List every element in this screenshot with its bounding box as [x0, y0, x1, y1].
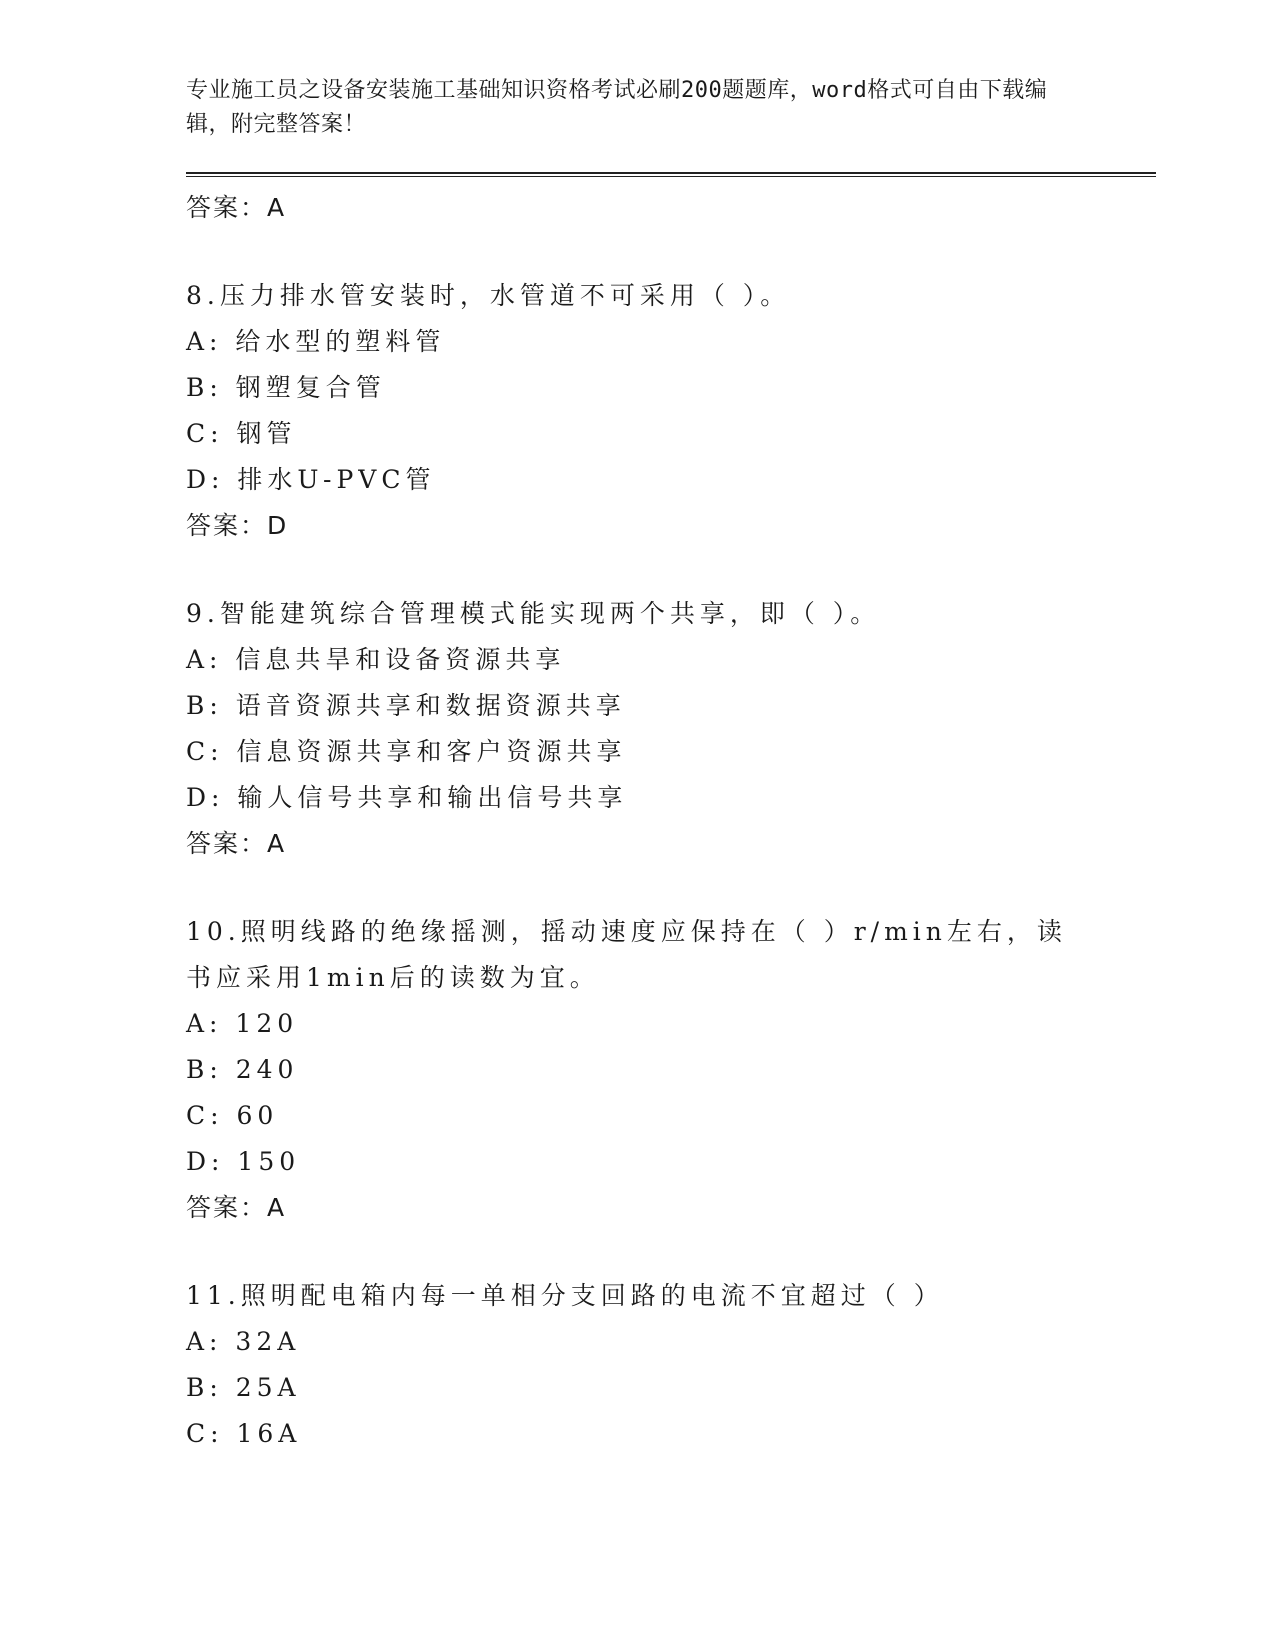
option-a: A: 120	[186, 1009, 299, 1038]
option-b: B: 语音资源共享和数据资源共享	[186, 691, 626, 720]
option-b: B: 25A	[186, 1373, 301, 1402]
option-d: D: 150	[186, 1147, 301, 1176]
answer-label: 答案：A	[186, 193, 287, 222]
option-c: C: 16A	[186, 1419, 302, 1448]
question-block	[186, 273, 1156, 549]
question-stem: 8.压力排水管安装时，水管道不可采用（ ）。	[186, 281, 791, 310]
document-page	[186, 74, 1156, 1457]
header-divider	[186, 172, 1156, 177]
answer-label: 答案：D	[186, 511, 289, 540]
option-a: A: 32A	[186, 1327, 301, 1356]
question-block	[186, 909, 1156, 1231]
document-header: 专业施工员之设备安装施工基础知识资格考试必刷200题题库，word格式可自由下载编辑，附完整答案！	[186, 78, 1048, 137]
option-b: B: 240	[186, 1055, 299, 1084]
question-stem: 10.照明线路的绝缘摇测，摇动速度应保持在（ ）r/min左右，读书应采用1min后的读数为宜。	[186, 917, 1067, 992]
question-stem: 11.照明配电箱内每一单相分支回路的电流不宜超过（ ）	[186, 1281, 944, 1310]
option-c: C: 信息资源共享和客户资源共享	[186, 737, 627, 766]
question-block	[186, 1273, 1156, 1457]
answer-label: 答案：A	[186, 1193, 287, 1222]
answer-label: 答案：A	[186, 829, 287, 858]
option-a: A: 信息共旱和设备资源共享	[186, 645, 566, 674]
option-c: C: 60	[186, 1101, 279, 1130]
question-block	[186, 591, 1156, 867]
option-b: B: 钢塑复合管	[186, 373, 386, 402]
option-c: C: 钢管	[186, 419, 297, 448]
option-d: D: 输人信号共享和输出信号共享	[186, 783, 628, 812]
option-d: D: 排水U-PVC管	[186, 465, 436, 494]
option-a: A: 给水型的塑料管	[186, 327, 446, 356]
question-stem: 9.智能建筑综合管理模式能实现两个共享，即（ ）。	[186, 599, 881, 628]
